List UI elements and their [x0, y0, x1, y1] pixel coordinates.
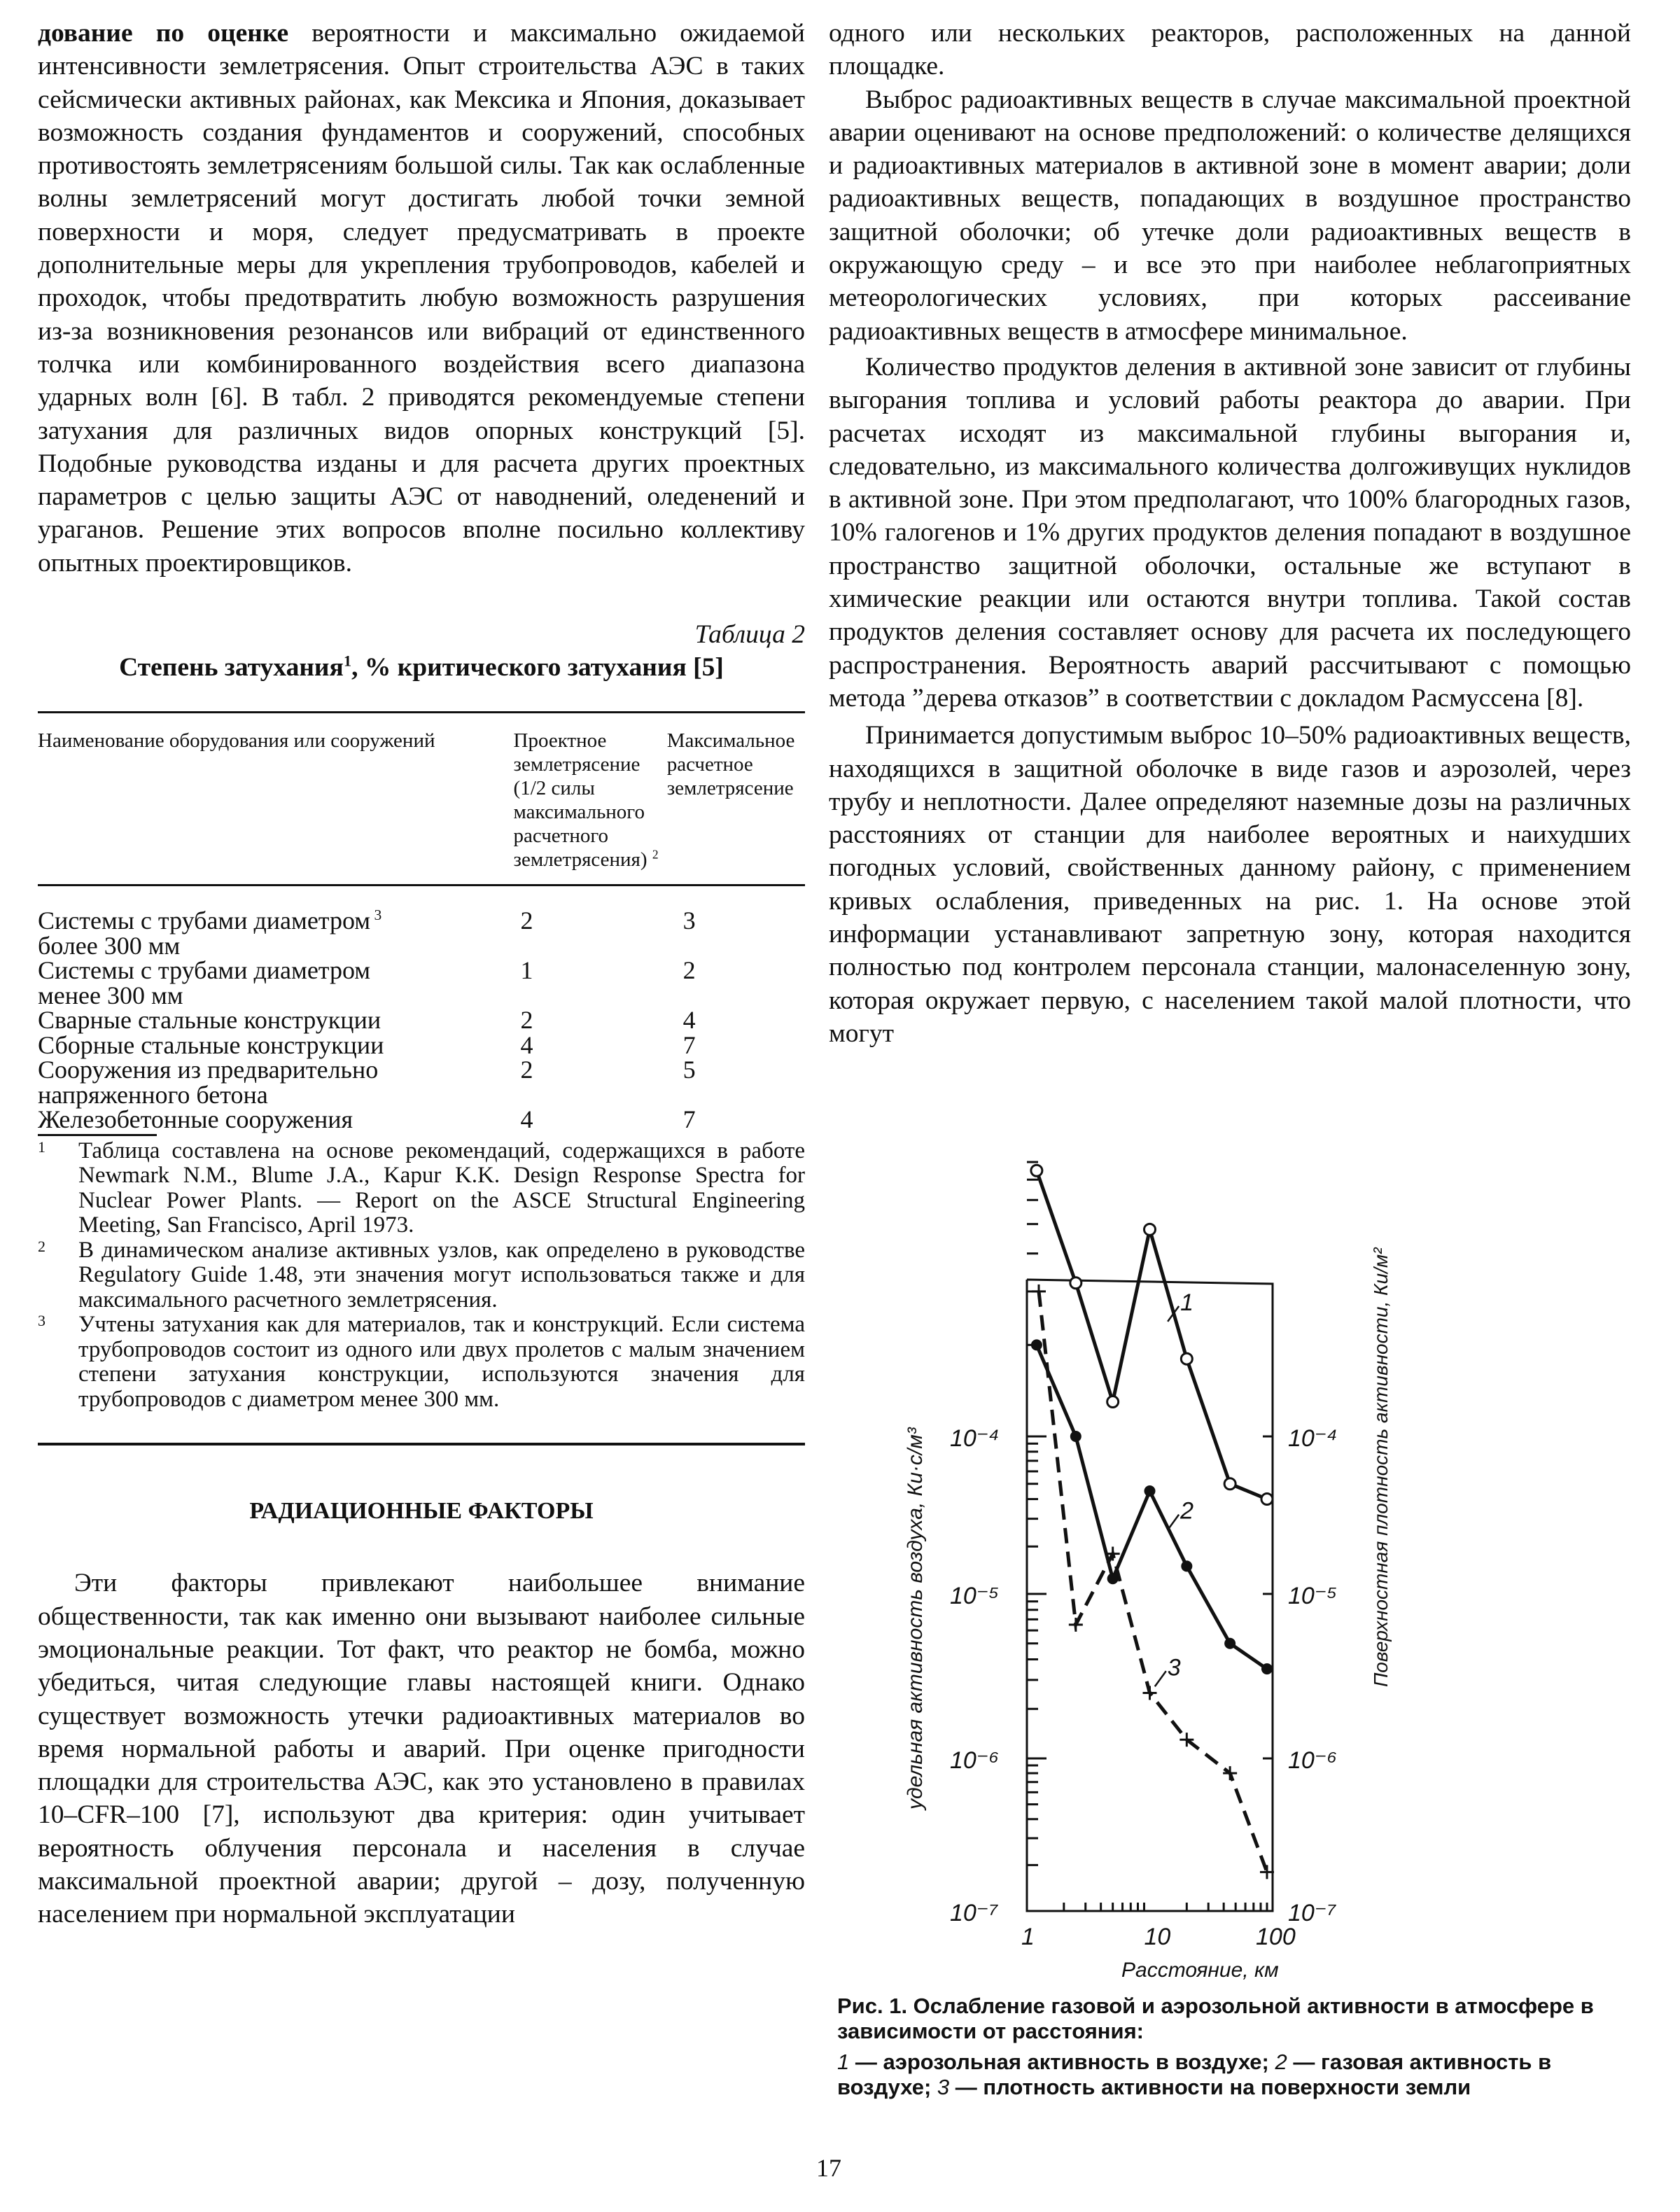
footnotes: [38, 1139, 805, 1413]
footnote-text: Таблица составлена на основе рекомендаций, содержащихся в работе Newmark N.M., Blume J.A., Kapur K.K. Design Response Spectra for Nuclear Power Plants. — Report on the ASCE Structural Engineering Meeting, San Francisco, April 1973.: [78, 1138, 805, 1238]
series-line: [1037, 1170, 1267, 1499]
filled-circle-marker: [1261, 1663, 1273, 1674]
y-left-tick-label: 10⁻⁶: [950, 1747, 999, 1774]
table-row: [38, 958, 805, 1008]
filled-circle-marker: [1070, 1431, 1082, 1442]
right-paragraph-3: Количество продуктов деления в активной зоне зависит от глубины выгорания топлива и условий работы реактора до аварии. При расчетах исходят из максимальной глубины выгорания и, следовательно, из максимального количества долгоживущих нуклидов в активной зоне. При этом предполагают, что 100% благородных газов, 10% галогенов и 1% других продуктов деления попадают в воздушное пространство защитной оболочки, остальные же вступают в химические реакции или остаются внутри топлива. Такой состав продуктов деления составляет основу для расчета их последующего распространения. Вероятность аварий рассчитывают с помощью метода ”дерева отказов” в соответствии с докладом Расмуссена [8].: [829, 352, 1631, 713]
open-circle-marker: [1261, 1494, 1273, 1505]
table-row: [38, 1033, 805, 1058]
left-paragraph-2: Эти факторы привлекают наибольшее внимание общественности, так как именно они вызывают наиболее сильные эмоциональные реакции. Тот факт, что реактор не бомба, можно убедиться, читая следующие главы настоящей книги. Однако существует возможность утечки радиоактивных материалов во время нормальной работы и аварий. При оценке пригодности площадки для строительства АЭС, как это установлено в правилах 10–CFR–100 [7], используют два критерия: один учитывает вероятность облучения персонала и населения в случае максимальной проектной аварии; другой – дозу, полученную населением при нормальной эксплуатации: [38, 1569, 805, 1929]
row-name: Системы с трубами диаметром $^3$ более 300 мм: [38, 906, 382, 960]
curve-label-leader: [1168, 1515, 1179, 1530]
row-max-value: 3: [682, 906, 696, 935]
footnote: [38, 1238, 805, 1313]
row-design-value: 4: [520, 1105, 533, 1134]
right-paragraph-1: одного или нескольких реакторов, расположенных на данной площадке.: [829, 19, 1631, 81]
table-row: [38, 1107, 805, 1133]
series-line: [1039, 1292, 1267, 1872]
curve-label-3: 3: [1167, 1654, 1181, 1681]
footnote-text: Учтены затухания как для материалов, так и конструкций. Если система трубопроводов состоит из одного или двух пролетов с малым значением степени затухания конструкции, используются значения для трубопроводов с диаметром менее 300 мм.: [78, 1312, 805, 1412]
open-circle-marker: [1181, 1353, 1192, 1364]
filled-circle-marker: [1144, 1485, 1156, 1497]
filled-circle-marker: [1224, 1638, 1236, 1649]
footnote-mark: 2: [38, 1237, 46, 1255]
row-design-value: 2: [520, 1006, 533, 1035]
left-column: [38, 0, 805, 1931]
right-column: [829, 0, 1631, 1050]
series-1: [1031, 1165, 1273, 1504]
x-tick-label: 10: [1144, 1924, 1171, 1950]
row-max-value: 7: [682, 1105, 696, 1134]
x-tick-label: 100: [1256, 1924, 1296, 1950]
page-number: 17: [816, 2154, 841, 2182]
figure-1: [833, 1247, 1673, 1982]
row-name: Сварные стальные конструкции: [38, 1006, 382, 1035]
header-design-eq: Проектное землетрясение (1/2 силы максимального расчетного землетрясения) $^2$: [513, 729, 659, 872]
row-design-value: 2: [520, 906, 533, 935]
row-design-value: 1: [520, 956, 533, 985]
table-label: Таблица 2: [694, 620, 805, 650]
open-circle-marker: [1031, 1165, 1042, 1176]
table-header-rule: [38, 884, 805, 886]
left-paragraph-1: дование по оценке вероятности и максимально ожидаемой интенсивности землетрясения. Опыт строительства АЭС в таких сейсмически активных районах, как Мексика и Япония, доказывает возможность создания фундаментов и сооружений, способных противостоять землетрясениям большой силы. Так как ослабленные волны землетрясений могут достигать любой точки земной поверхности и моря, следует предусматривать в проекте дополнительные меры для укрепления трубопроводов, кабелей и проходок, чтобы предотвратить любую возможность разрушения из-за возникновения резонансов или вибраций от единственного толчка или комбинированного воздействия всего диапазона ударных волн [6]. В табл. 2 приводятся рекомендуемые степени затухания для различных видов опорных конструкций [5]. Подобные руководства изданы и для расчета других проектных параметров с целью защиты АЭС от наводнений, оледенений и ураганов. Решение этих вопросов вполне посильно коллективу опытных проектировщиков.: [38, 19, 805, 578]
header-equipment: Наименование оборудования или сооружений: [38, 729, 435, 752]
table-row: [38, 1058, 805, 1107]
footnote-mark: 3: [38, 1312, 46, 1330]
caption-legend: 1 — аэрозольная активность в воздухе; 2 — газовая активность в воздухе; 3 — плотность активности на поверхности земли: [837, 2050, 1552, 2099]
damping-table-body: [38, 906, 805, 1134]
row-max-value: 4: [682, 1006, 696, 1035]
x-axis-label: Расстояние, км: [1121, 1959, 1279, 1982]
open-circle-marker: [1070, 1278, 1082, 1289]
curve-label-1: 1: [1180, 1289, 1194, 1316]
y-right-tick-label: 10⁻⁴: [1288, 1425, 1338, 1452]
right-paragraph-2: Выброс радиоактивных веществ в случае максимальной проектной аварии оценивают на основе предположений: о количестве делящихся и радиоактивных материалов в активной зоне в момент аварии; доли радиоактивных веществ, попадающих в воздушное пространство защитной оболочки; об утечке доли радиоактивных веществ в окружающую среду – и все это при наиболее неблагоприятных метеорологических условиях, при которых рассеивание радиоактивных веществ в атмосфере минимальное.: [829, 85, 1631, 346]
y-left-tick-label: 10⁻⁷: [950, 1900, 998, 1926]
y-left-axis-label: удельная активность воздуха, Ки·с/м³: [904, 1427, 927, 1809]
row-max-value: 2: [682, 956, 696, 985]
bold-lead: дование по оценке: [38, 19, 289, 48]
row-max-value: 5: [682, 1056, 696, 1084]
damping-table: [38, 713, 805, 884]
open-circle-marker: [1107, 1396, 1119, 1408]
table-row: [38, 909, 805, 958]
y-left-tick-label: 10⁻⁴: [950, 1425, 1000, 1452]
footnote-mark: 1: [38, 1138, 46, 1156]
y-right-axis-label: Поверхностная плотность активности, Ки/м²: [1370, 1247, 1392, 1687]
attenuation-chart: [833, 1247, 1673, 1982]
header-max-eq: Максимальное расчетное землетрясение: [666, 729, 795, 800]
y-left-tick-label: 10⁻⁵: [950, 1583, 1000, 1609]
plot-area: [904, 1162, 1392, 1982]
caption-title: Рис. 1. Ослабление газовой и аэрозольной активности в атмосфере в зависимости от расстояния:: [837, 1994, 1594, 2043]
section-divider: [38, 1443, 805, 1446]
series-line: [1037, 1345, 1267, 1669]
open-circle-marker: [1224, 1478, 1236, 1490]
footnote-text: В динамическом анализе активных узлов, как определено в руководстве Regulatory Guide 1.48, эти значения могут использоваться также и для максимального расчетного землетрясения.: [78, 1237, 805, 1312]
y-right-tick-label: 10⁻⁵: [1288, 1583, 1338, 1609]
row-name: Сборные стальные конструкции: [38, 1030, 384, 1059]
footnote: [38, 1312, 805, 1412]
footnote: [38, 1139, 805, 1238]
row-design-value: 4: [520, 1030, 533, 1059]
curve-label-2: 2: [1180, 1497, 1194, 1525]
filled-circle-marker: [1031, 1339, 1042, 1350]
x-tick-label: 1: [1021, 1924, 1035, 1950]
filled-circle-marker: [1181, 1560, 1192, 1572]
curve-label-leader: [1155, 1671, 1166, 1686]
series-2: [1031, 1339, 1273, 1674]
row-name: Системы с трубами диаметром менее 300 мм: [38, 956, 371, 1009]
row-name: Сооружения из предварительно напряженного бетона: [38, 1056, 379, 1109]
row-design-value: 2: [520, 1056, 533, 1084]
plot-frame: [1027, 1280, 1273, 1911]
figure-caption: [837, 1994, 1628, 2100]
right-paragraph-4: Принимается допустимым выброс 10–50% радиоактивных веществ, находящихся в защитной оболочке в виде газов и аэрозолей, через трубу и неплотности. Далее определяют наземные дозы на различных расстояниях от станции для наиболее вероятных и наихудших погодных условий, свойственных данному району, с применением кривых ослабления, приведенных на рис. 1. На основе этой информации устанавливают запретную зону, которая находится полностью под контролем персонала станции, малонаселенную зону, которая окружает первую, с населением такой малой плотности, что могут: [829, 721, 1631, 1048]
row-name: Железобетонные сооружения: [38, 1105, 354, 1134]
section-heading: РАДИАЦИОННЫЕ ФАКТОРЫ: [249, 1498, 594, 1525]
series-3: [1032, 1284, 1274, 1879]
table-row: [38, 1008, 805, 1033]
y-right-tick-label: 10⁻⁶: [1288, 1747, 1337, 1774]
footnote-rule: [38, 1134, 157, 1136]
row-max-value: 7: [682, 1030, 696, 1059]
table-title: Степень затухания$^1$, % критического затухания [5]: [119, 652, 724, 682]
y-right-tick-label: 10⁻⁷: [1288, 1900, 1336, 1926]
open-circle-marker: [1144, 1224, 1156, 1235]
